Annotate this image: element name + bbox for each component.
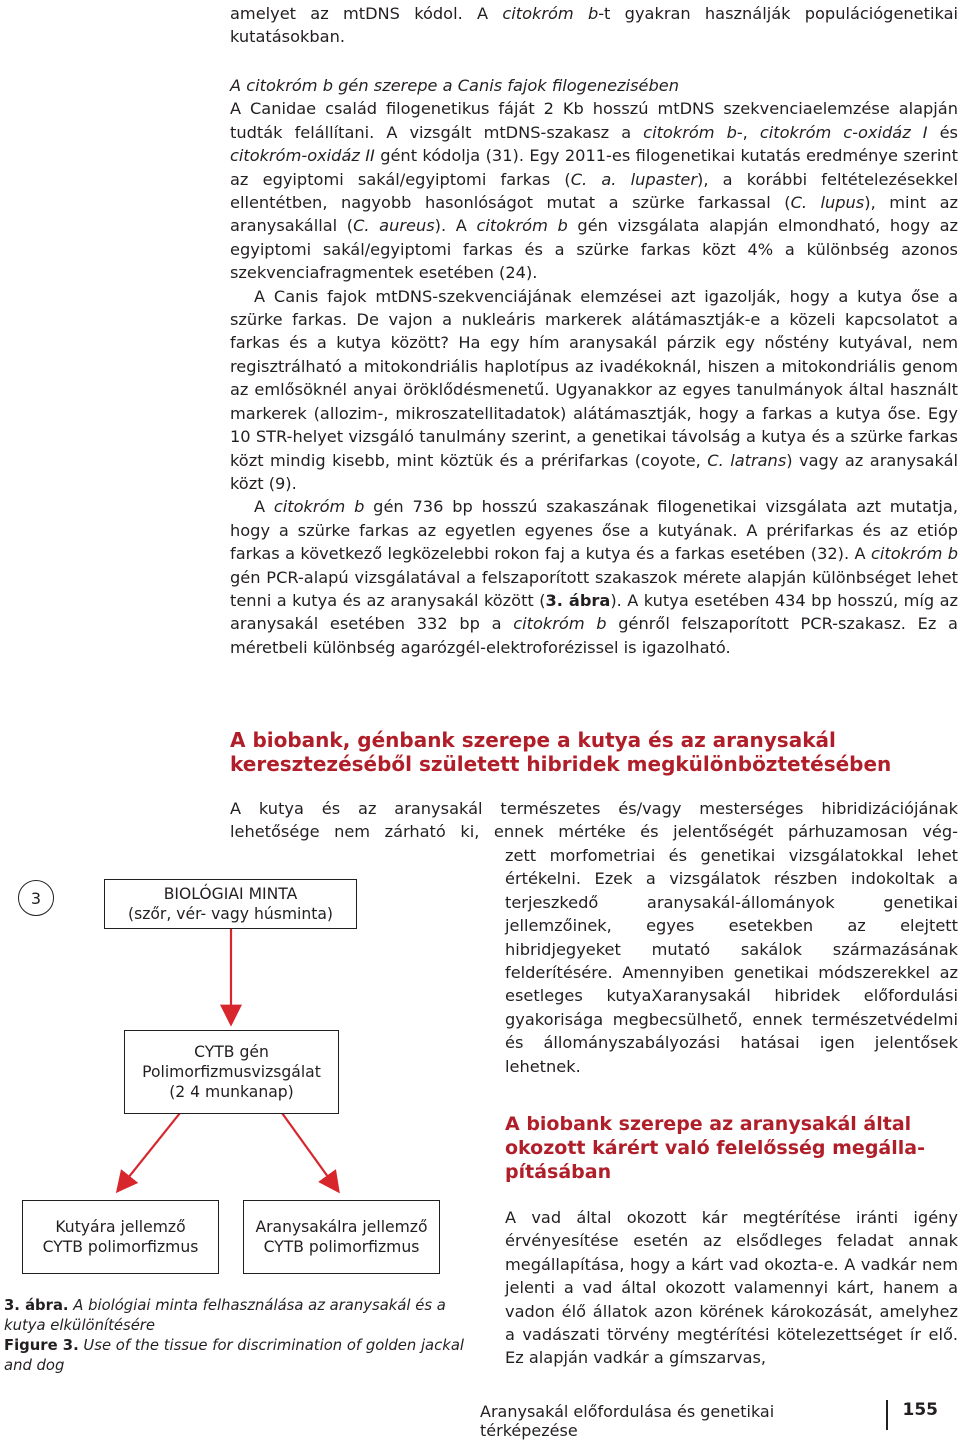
arrow-cytb-to-jackal: [282, 1113, 336, 1188]
box-jackal-polymorphism: Aranysakálra jellemző CYTB polimorfizmus: [243, 1200, 440, 1274]
intro-paragraph: [230, 2, 958, 49]
page-number: 155: [902, 1400, 938, 1420]
section-liability-paragraph: A vad által okozott kár megtérítése iránti igény érvényesítése esetén az elsődleges feladat annak megállapítása, hogy a kárt vad okozta-e. A vadkár nem jelenti a vad által okozott valamennyi kárt, hanem a vadon élő állatok azon körének károkozását, amelyhez a vadászati törvény megtérítési kötelezettséget ír elő. Ez alapján vadkár a gímszarvas,: [505, 1208, 958, 1368]
page-footer: [480, 1400, 940, 1440]
section-biobank-paragraph-rest: zett morfometriai és genetikai vizsgálatokkal lehet értékelni. Ezek a vizsgálatok részben indokoltak a terjeszkedő aranysakál-állományok genetikai jellemzőinek, egyes esetekben az elejtett hibridjegyeket mutató sakálok származásának felderítésére. Amennyiben genetikai módszerekkel az esetleges kutyaXaranysakál hibridek előfordulási gyakorisága megbecsülhető, ennek természetvédelmi és állományszabályozási hatásai igen jelentősek lehetnek.: [505, 846, 958, 1076]
box-biological-sample: BIOLÓGIAI MINTA (szőr, vér- vagy húsminta): [104, 879, 357, 929]
section-cytb-paragraph-1: A Canidae család filogenetikus fáját 2 Kb hosszú mtDNS szekvenciaelemzése alapján tudták felállítani. A vizsgált mtDNS-szakasz a citokróm b-, citokróm c-oxidáz I és citokróm-oxidáz II gént kódolja (31). Egy 2011-es filogenetikai kutatás eredménye szerint az egyiptomi sakál/egyiptomi farkas (C. a. lupaster), a korábbi feltételezésekkel ellentétben, nagyobb hasonlóságot mutat a szürke farkassal (C. lupus), mint az aranysakállal (C. aureus). A citokróm b gén vizsgálata alapján elmondható, hogy az egyiptomi sakál/egyiptomi farkas és a szürke farkas közt 4% a különbség azonos szekvenciafragmentek esetében (24).: [230, 99, 959, 283]
figure-reference: 3. ábra: [545, 590, 611, 610]
intro-italic: citokróm b: [502, 4, 599, 23]
footer-divider: [886, 1400, 888, 1430]
intro-text: amelyet az mtDNS kódol. A: [230, 4, 503, 23]
caption-english: Figure 3. Use of the tissue for discrimination of golden jackal and dog: [4, 1337, 465, 1374]
section-biobank-heading: [230, 728, 958, 776]
caption-hungarian: 3. ábra. A biológiai minta felhasználása az aranysakál és a kutya elkülönítésére: [4, 1297, 446, 1334]
section-liability-title: A biobank szerepe az aranysakál által okozott kárért való felelősség megálla- pításában: [505, 1113, 925, 1183]
figure-number: 3: [18, 880, 54, 916]
section-cytb-paragraph-3: A citokróm b gén 736 bp hosszú szakaszának filogenetikai vizsgálata azt mutatja, hogy a szürke farkas az egyetlen egyenes őse a kutyának. A prérifarkas és az etióp farkas a következő legközelebbi rokon faj a kutya és a farkas esetében (32). A citokróm b gén PCR-alapú vizsgálatával a felszaporított szakaszok mérete alapján különbséget lehet tenni a kutya és az aranysakál között (3. ábra). A kutya esetében 434 bp hosszú, míg az aranysakál esetében 332 bp a citokróm b génről felszaporított PCR-szakasz. Ez a méretbeli különbség agarózgél-elektroforézissel is igazolható.: [230, 497, 958, 657]
section-biobank-paragraph-top: A kutya és az aranysakál természetes és/vagy mesterséges hibridizációjának lehetősége nem zárható ki, ennek mértéke és jelentőségét párhuzamosan vég-: [230, 799, 958, 842]
section-cytb-title: A citokróm b gén szerepe a Canis fajok filogenezisében: [230, 76, 680, 95]
intro-text-end: -t gyakran használják populációgenetikai kutatásokban.: [230, 4, 958, 47]
section-liability-heading: [505, 1112, 958, 1184]
figure-caption: [4, 1296, 464, 1376]
figure-3: [0, 854, 460, 1294]
section-biobank-title: A biobank, génbank szerepe a kutya és az aranysakál keresztezéséből született hibridek megkülönböztetésében: [230, 728, 892, 776]
footer-title: Aranysakál előfordulása és genetikai térképezése: [480, 1402, 775, 1440]
arrow-cytb-to-dog: [120, 1113, 180, 1188]
section-cytb: [230, 74, 958, 659]
section-cytb-paragraph-2: A Canis fajok mtDNS-szekvenciájának elemzései azt igazolják, hogy a kutya őse a szürke farkas. De vajon a nukleáris markerek alátámasztják-e a közeli kapcsolatot a farkas és a kutya között? Ha egy hím aranysakál párzik egy nőstény kutyával, nem regisztrálható a mitokondriális haplotípus az ivadékoknál, hiszen a mitokondriális genom az emlősöknél anyai öröklődésmenetű. Ugyanakkor az egyes tanulmányok által használt markerek (allozim-, mikroszatellitadatok) alátámasztják, hogy a farkas a kutya őse. Egy 10 STR-helyet vizsgáló tanulmány szerint, a genetikai távolság a kutya és a szürke farkas közt mindig kisebb, mint köztük és a prérifarkas (coyote, C. latrans) vagy az aranysakál közt (9).: [230, 286, 958, 493]
box-cytb-analysis: CYTB gén Polimorfizmusvizsgálat (2 4 munkanap): [124, 1030, 339, 1114]
box-dog-polymorphism: Kutyára jellemző CYTB polimorfizmus: [22, 1200, 219, 1274]
